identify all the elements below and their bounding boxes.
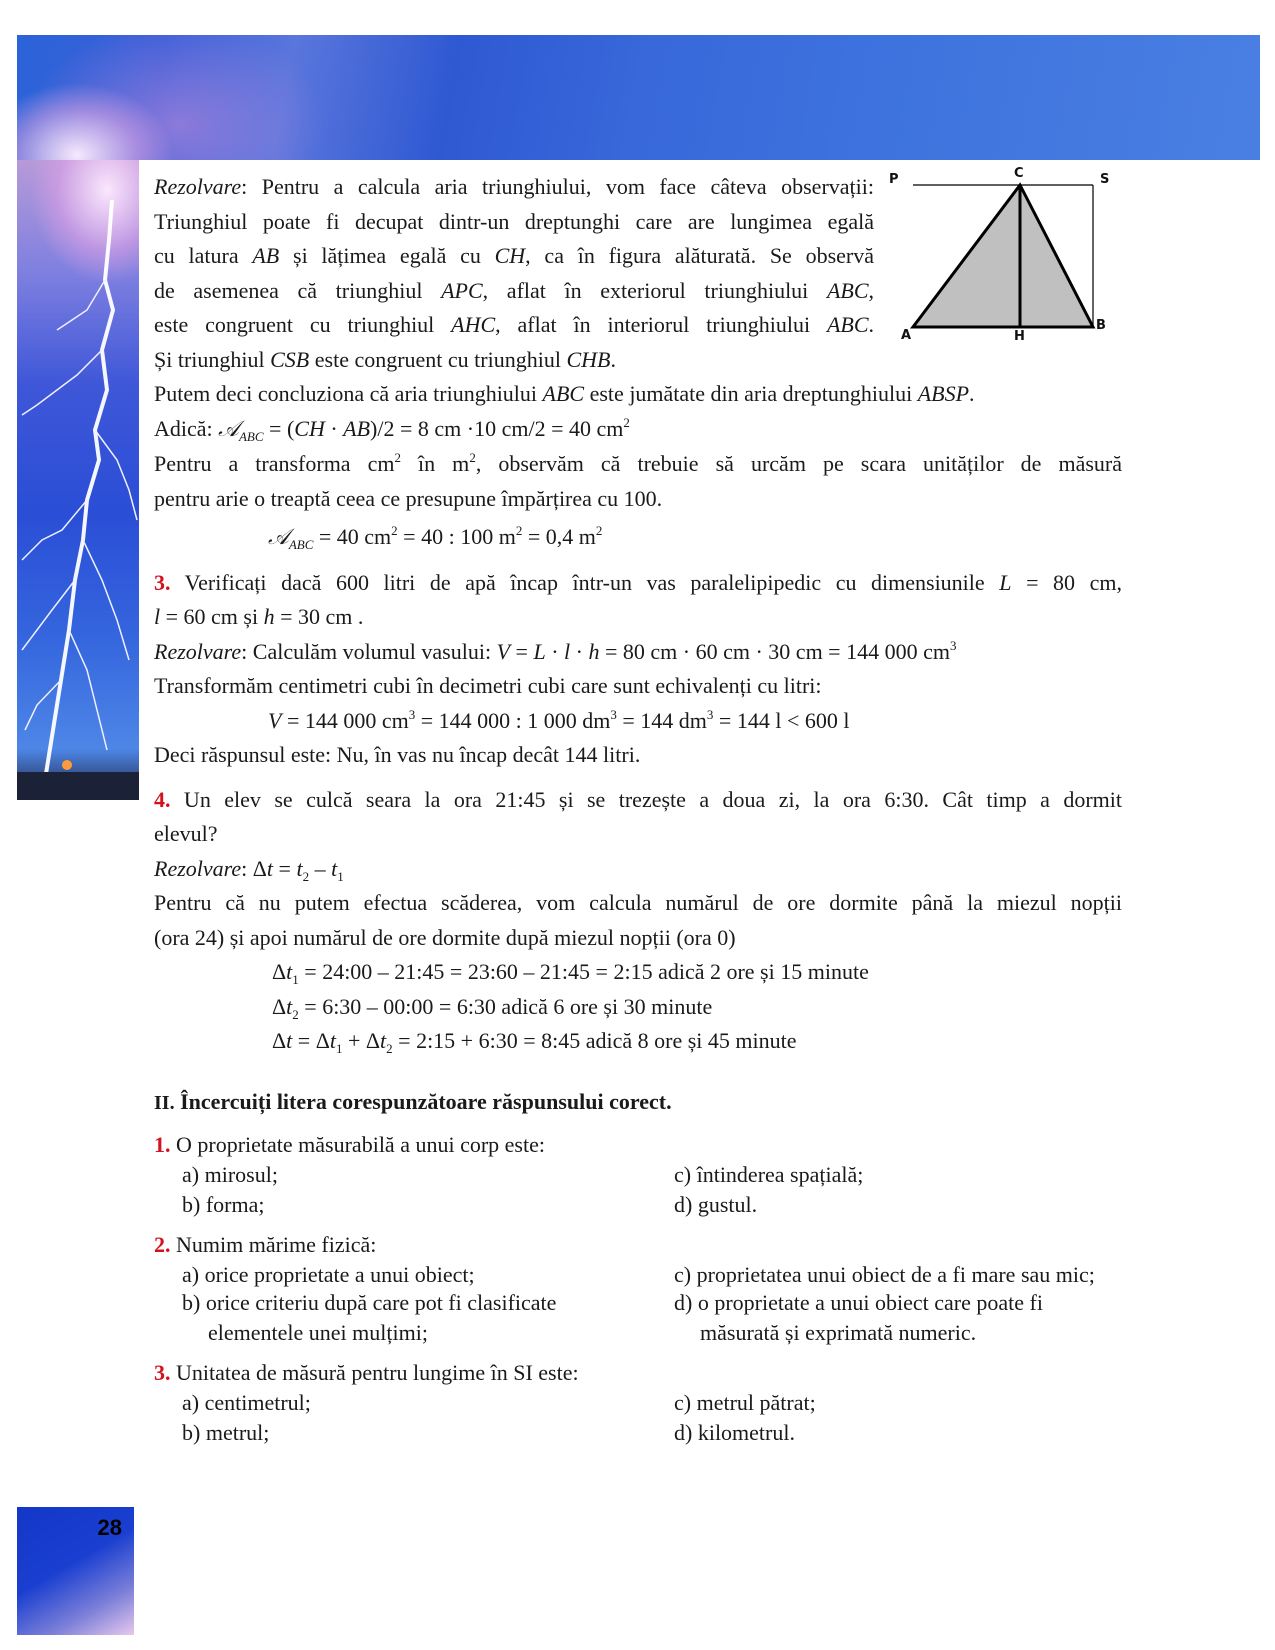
italic-text: t (286, 993, 293, 1019)
italic-text: ABC (288, 537, 314, 552)
answer-option[interactable]: c) proprietatea unui obiect de a fi mare sau mic; (674, 1262, 1095, 1287)
text-segment: 𝒜 (268, 525, 289, 550)
time-formula-line (154, 1024, 1122, 1059)
label-p: P (889, 172, 899, 187)
section-2-title (154, 1085, 1122, 1121)
subscript: 2 (302, 868, 310, 884)
answer-option[interactable]: a) orice proprietate a unui obiect; (182, 1262, 475, 1287)
subscript: 1 (292, 972, 299, 987)
text-segment: , aflat în interiorul triunghiului (495, 312, 827, 337)
superscript: 2 (469, 450, 476, 465)
italic-text: ABC (826, 312, 869, 337)
superscript: 3 (610, 706, 617, 722)
italic-text: L (533, 638, 546, 664)
text-segment: O proprietate măsurabilă a unui corp este: (170, 1132, 545, 1157)
text-segment: : Pentru a calcula aria triunghiului, vom face câteva observații: (241, 174, 874, 199)
text-segment (154, 1160, 1122, 1220)
text-segment: , aflat în exteriorul triunghiului (482, 277, 827, 303)
italic-text: t (286, 959, 293, 984)
superscript: 2 (394, 450, 401, 465)
volume-conversion-formula (154, 704, 1122, 739)
text-segment: (ora 24) și apoi numărul de ore dormite după miezul nopții (ora 0) (154, 924, 736, 950)
text-segment: , ca în figura alăturată. Se observă (525, 243, 874, 268)
text-segment: = 144 000 cm (281, 707, 409, 733)
text-segment (154, 1388, 1122, 1448)
text-segment: = 30 cm . (274, 604, 364, 629)
text-segment: . (868, 312, 874, 337)
subscript (239, 429, 264, 444)
subscript: 2 (386, 1041, 393, 1056)
time-formula-line (154, 990, 1122, 1025)
text-line (154, 377, 1122, 412)
text-segment: în m (401, 451, 470, 476)
exercise-3 (154, 566, 1122, 773)
answer-option[interactable]: d) o proprietate a unui obiect care poate fi măsurată și exprimată numeric. (674, 1290, 1043, 1345)
italic-text: t (286, 1028, 293, 1053)
page-number: 28 (97, 1515, 122, 1540)
subscript: 2 (292, 1006, 299, 1022)
italic-text: ABSP (917, 381, 970, 406)
text-segment: = 144 dm (616, 707, 707, 733)
text-segment: Un elev se culcă seara la ora 21:45 și se trezește a doua zi, la ora 6:30. Cât timp a dormit (170, 786, 1122, 812)
text-line (154, 921, 1122, 956)
italic-text: Rezolvare (154, 638, 242, 664)
italic-text: Rezolvare (154, 855, 242, 881)
text-segment: Unitatea de măsură pentru lungime în SI este: (170, 1360, 579, 1385)
italic-text: t (380, 1028, 387, 1053)
text-line (154, 852, 1122, 887)
italic-text: l (154, 604, 161, 629)
text-segment: Δ (272, 993, 287, 1019)
text-segment: – (309, 855, 332, 881)
label-a: A (901, 328, 912, 343)
answer-option[interactable]: d) kilometrul. (674, 1420, 795, 1445)
italic-text: AHC (451, 312, 496, 337)
text-segment: Pentru că nu putem efectua scăderea, vom calcula numărul de ore dormite până la miezul nopții (154, 890, 1122, 915)
text-segment (154, 1260, 1122, 1348)
superscript: 2 (595, 523, 603, 538)
page-content (154, 170, 1122, 1448)
text-segment: . (610, 346, 616, 372)
text-segment: + Δ (342, 1028, 381, 1053)
text-segment: = 144 000 : 1 000 dm (415, 707, 611, 733)
subscript: 1 (337, 868, 344, 884)
italic-text: ABC (238, 428, 264, 444)
italic-text: AB (252, 243, 280, 268)
italic-text: L (999, 569, 1012, 595)
lightning-photo-strip (17, 160, 139, 800)
italic-text: AB (343, 415, 371, 441)
italic-text: t (296, 855, 303, 881)
text-segment: Încercuiți litera corespunzătoare răspunsului corect. (174, 1088, 672, 1114)
text-line (154, 669, 1122, 704)
text-line (154, 886, 1122, 921)
italic-text: t (329, 1028, 336, 1053)
superscript: 2 (391, 523, 398, 538)
text-segment (154, 1059, 1122, 1079)
text-segment: = 60 cm și (160, 604, 264, 629)
superscript: 3 (408, 706, 416, 722)
italic-text: t (331, 855, 338, 881)
italic-text: h (588, 638, 600, 664)
text-segment: · (570, 638, 589, 664)
text-segment: Δ (272, 959, 287, 984)
exercise-number: 3. (154, 569, 171, 595)
italic-text: t (266, 855, 274, 881)
text-line (154, 600, 1122, 635)
text-segment: )/2 = 8 cm ·10 cm/2 = 40 cm (370, 415, 624, 441)
text-segment: = 2:15 + 6:30 = 8:45 adică 8 ore și 45 minute (392, 1028, 797, 1053)
text-segment: . (969, 381, 975, 406)
text-segment: Verificați dacă 600 litri de apă încap într-un vas paralelipipedic cu dimensiunile (170, 569, 1000, 595)
text-segment: Adică: (154, 415, 219, 441)
text-segment: II. (154, 1091, 175, 1114)
text-segment: Pentru a transforma cm (154, 451, 395, 476)
answer-option[interactable]: c) întinderea spațială; (674, 1162, 864, 1187)
exercise-number: 4. (154, 786, 171, 812)
question-3 (154, 1358, 1122, 1448)
label-s: S (1100, 172, 1110, 187)
text-segment: Și triunghiul (154, 346, 271, 372)
exercise-4 (154, 783, 1122, 1059)
answer-option[interactable]: b) orice criteriu după care pot fi clasificate elementele unei mulțimi; (182, 1290, 557, 1345)
text-segment (154, 1358, 1122, 1388)
text-line (154, 447, 1122, 482)
text-segment: 1. (154, 1132, 171, 1157)
question-2 (154, 1230, 1122, 1348)
text-line (154, 274, 874, 309)
text-segment: = 80 cm · 60 cm · 30 cm = 144 000 cm (599, 638, 950, 664)
italic-text: V (268, 707, 282, 733)
italic-text: CHB (566, 346, 611, 372)
text-segment: Triunghiul poate fi decupat dintr-un dreptunghi care are lungimea egală (154, 208, 874, 234)
answer-option[interactable]: a) centimetrul; (182, 1390, 311, 1415)
italic-text: l (564, 638, 571, 664)
text-segment: = 6:30 – 00:00 = 6:30 adică 6 ore și 30 minute (298, 993, 713, 1019)
exercise-2-solution (154, 170, 1122, 556)
rezolvare-label: Rezolvare (154, 174, 242, 199)
text-segment: este congruent cu triunghiul (154, 312, 452, 337)
text-segment: = ( (263, 415, 295, 441)
text-segment: este congruent cu triunghiul (309, 346, 567, 372)
text-segment: = 40 : 100 m (397, 524, 516, 549)
text-line (154, 817, 1122, 852)
text-segment: Putem deci concluziona că aria triunghiului (154, 381, 543, 406)
text-segment: Numim mărime fizică: (170, 1232, 377, 1257)
italic-text: h (263, 604, 275, 629)
text-line (154, 239, 874, 274)
answer-option[interactable]: b) metrul; (182, 1420, 270, 1445)
text-segment: , (868, 277, 874, 303)
answer-option[interactable]: d) gustul. (674, 1192, 758, 1217)
text-line (154, 482, 1122, 517)
superscript: 2 (515, 523, 523, 538)
text-segment: de asemenea că triunghiul (154, 277, 442, 303)
subscript: 1 (335, 1041, 343, 1056)
text-segment: , observăm că trebuie să urcăm pe scara unităților de măsură (475, 451, 1123, 476)
superscript: 3 (706, 706, 714, 722)
text-segment: elevul? (154, 821, 218, 846)
text-line (154, 635, 1122, 670)
superscript: 2 (623, 414, 630, 430)
text-segment (154, 1130, 1122, 1160)
text-line (154, 343, 1122, 378)
answer-option[interactable]: a) mirosul; (182, 1162, 278, 1187)
label-h: H (1014, 329, 1025, 344)
text-segment: = 0,4 m (522, 524, 596, 549)
superscript: 3 (949, 637, 957, 653)
text-line (154, 308, 874, 343)
text-segment (154, 1230, 1122, 1260)
text-segment: Transformăm centimetri cubi în decimetri cubi care sunt echivalenți cu litri: (154, 673, 822, 698)
text-segment: 2. (154, 1232, 171, 1257)
text-segment: · (545, 638, 565, 664)
text-segment: = 40 cm (313, 524, 392, 549)
answer-option[interactable]: b) forma; (182, 1192, 265, 1217)
text-segment: : Calculăm volumul vasului: (241, 638, 497, 664)
italic-text: ABC (826, 277, 869, 303)
text-line (154, 170, 874, 205)
header-banner-sky-image (17, 35, 1260, 160)
italic-text: CH (494, 243, 526, 268)
text-segment: pentru arie o treaptă ceea ce presupune împărțirea cu 100. (154, 485, 663, 511)
text-segment: : Δ (241, 855, 267, 881)
text-segment: = 144 l < 600 l (713, 707, 850, 733)
text-segment: = Δ (292, 1028, 330, 1053)
area-formula-line (154, 412, 1122, 448)
text-segment: · (324, 415, 344, 441)
area-conversion-formula (154, 520, 1122, 556)
text-segment: = (510, 638, 534, 664)
label-b: B (1096, 318, 1106, 333)
page-number-badge (17, 1507, 134, 1635)
text-line (154, 738, 1122, 773)
text-segment: cu latura (154, 243, 253, 268)
italic-text: ABC (542, 381, 585, 406)
text-segment (154, 773, 1122, 783)
text-segment: este jumătate din aria dreptunghiului (584, 381, 918, 406)
italic-text: V (496, 638, 511, 664)
subscript (289, 537, 314, 552)
text-segment (154, 556, 1122, 566)
text-segment: Deci răspunsul este: Nu, în vas nu încap decât 144 litri. (154, 742, 641, 767)
question-1 (154, 1130, 1122, 1220)
text-segment: și lățimea egală cu (279, 243, 495, 268)
label-c: C (1014, 166, 1024, 181)
time-formula-line (154, 955, 1122, 990)
exercise-4-statement (154, 783, 1122, 818)
text-segment: = 80 cm, (1011, 569, 1122, 595)
italic-text: APC (441, 277, 483, 303)
text-segment: = (273, 855, 297, 881)
text-segment: Δ (272, 1028, 287, 1053)
area-symbol: 𝒜 (218, 416, 239, 442)
text-line (154, 205, 874, 240)
text-segment: 3. (154, 1360, 171, 1385)
italic-text: CH (294, 415, 325, 441)
lightning-bolt-icon (17, 160, 139, 800)
exercise-3-statement (154, 566, 1122, 601)
text-segment: = 24:00 – 21:45 = 23:60 – 21:45 = 2:15 adică 2 ore și 15 minute (298, 959, 869, 984)
italic-text: CSB (270, 346, 310, 372)
answer-option[interactable]: c) metrul pătrat; (674, 1390, 816, 1415)
